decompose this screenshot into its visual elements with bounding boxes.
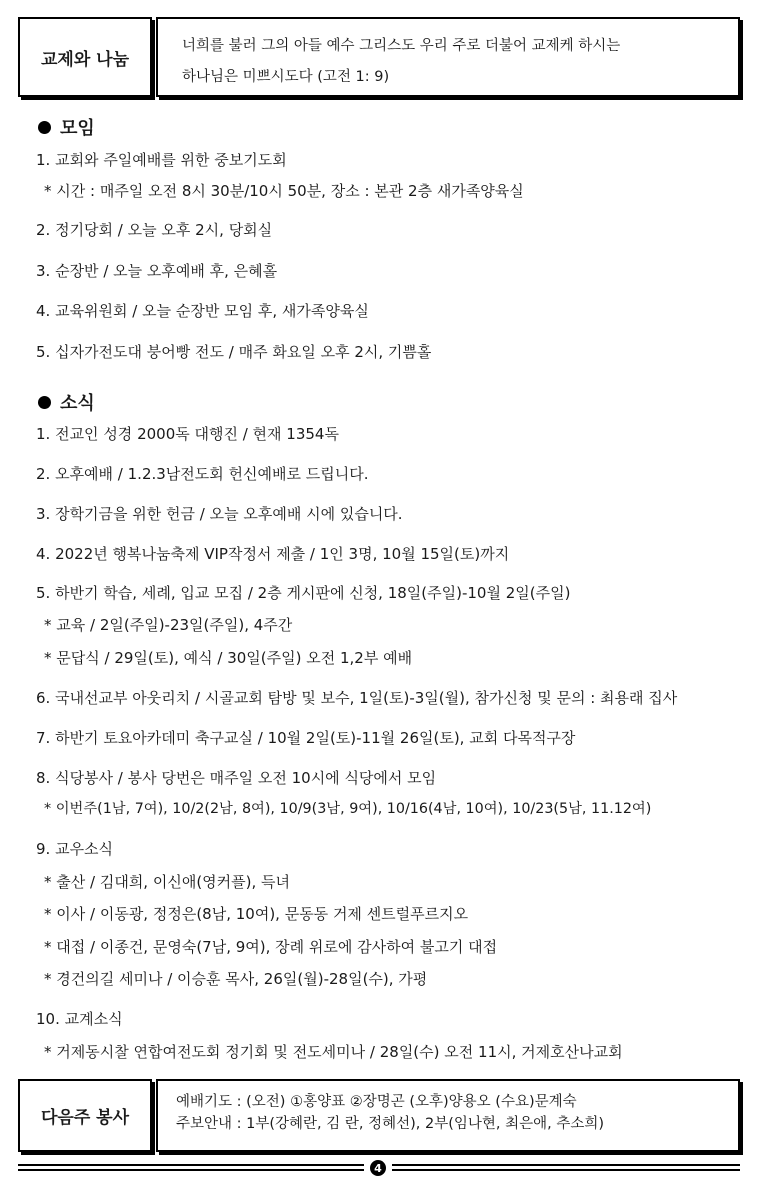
news-item: * 출산 / 김대희, 이신애(영커플), 득녀	[44, 873, 291, 891]
meeting-item: 4. 교육위원회 / 오늘 순장반 모임 후, 새가족양육실	[36, 302, 369, 320]
news-item: 10. 교계소식	[36, 1010, 123, 1028]
news-item: 1. 전교인 성경 2000독 대행진 / 현재 1354독	[36, 425, 339, 443]
news-item: 9. 교우소식	[36, 840, 114, 858]
service-info-box	[156, 1079, 740, 1152]
news-item: * 거제동시찰 연합여전도회 정기회 및 전도세미나 / 28일(수) 오전 11시, 거제호산나교회	[44, 1043, 623, 1061]
news-item: 2. 오후예배 / 1.2.3남전도회 헌신예배로 드립니다.	[36, 465, 369, 483]
news-item: 6. 국내선교부 아웃리치 / 시골교회 탐방 및 보수, 1일(토)-3일(월), 참가신청 및 문의 : 최용래 집사	[36, 689, 678, 707]
news-item: * 문답식 / 29일(토), 예식 / 30일(주일) 오전 1,2부 예배	[44, 649, 413, 667]
news-title: 소식	[60, 393, 95, 414]
header-label: 교제와 나눔	[40, 49, 130, 70]
verse-line-1: 너희를 불러 그의 아들 예수 그리스도 우리 주로 더불어 교제케 하시는	[182, 38, 621, 54]
meeting-item: 5. 십자가전도대 붕어빵 전도 / 매주 화요일 오후 2시, 기쁨홀	[36, 343, 432, 361]
service-label-box	[18, 1079, 152, 1152]
meeting-item: 1. 교회와 주일예배를 위한 중보기도회	[36, 151, 287, 169]
news-item: * 이사 / 이동광, 정정은(8남, 10여), 문동동 거제 센트럴푸르지오	[44, 905, 469, 923]
bullet-icon	[38, 396, 51, 409]
meeting-item: * 시간 : 매주일 오전 8시 30분/10시 50분, 장소 : 본관 2층 새가족양육실	[44, 182, 524, 200]
meetings-heading	[38, 114, 95, 140]
news-item: * 경건의길 세미나 / 이승훈 목사, 26일(월)-28일(수), 가평	[44, 970, 428, 988]
news-item: * 교육 / 2일(주일)-23일(주일), 4주간	[44, 616, 293, 634]
service-line-2: 주보안내 : 1부(강혜란, 김 란, 정혜선), 2부(임나현, 최은애, 추소희)	[176, 1116, 605, 1132]
header-label-box	[18, 17, 152, 97]
service-label: 다음주 봉사	[40, 1108, 130, 1128]
news-item: * 대접 / 이종건, 문영숙(7남, 9여), 장례 위로에 감사하여 불고기 대접	[44, 938, 498, 956]
verse-line-2: 하나님은 미쁘시도다 (고전 1: 9)	[182, 69, 390, 85]
footer-rule	[18, 1160, 740, 1176]
news-item: 8. 식당봉사 / 봉사 당번은 매주일 오전 10시에 식당에서 모임	[36, 769, 437, 787]
service-line-1: 예배기도 : (오전) ①홍양표 ②장명곤 (오후)양용오 (수요)문계숙	[176, 1094, 577, 1110]
news-item: 4. 2022년 행복나눔축제 VIP작정서 제출 / 1인 3명, 10월 15일(토)까지	[36, 545, 510, 563]
news-heading	[38, 389, 95, 415]
meeting-item: 2. 정기당회 / 오늘 오후 2시, 당회실	[36, 221, 273, 239]
bullet-icon	[38, 121, 51, 134]
news-item: 3. 장학기금을 위한 헌금 / 오늘 오후예배 시에 있습니다.	[36, 505, 403, 523]
news-item: 7. 하반기 토요아카데미 축구교실 / 10월 2일(토)-11월 26일(토), 교회 다목적구장	[36, 729, 576, 747]
news-item: 5. 하반기 학습, 세례, 입교 모집 / 2층 게시판에 신청, 18일(주일)-10월 2일(주일)	[36, 584, 571, 602]
page-number: 4	[370, 1160, 386, 1176]
meetings-title: 모임	[60, 118, 95, 139]
meeting-item: 3. 순장반 / 오늘 오후예배 후, 은혜홀	[36, 262, 278, 280]
news-item: * 이번주(1남, 7여), 10/2(2남, 8여), 10/9(3남, 9여), 10/16(4남, 10여), 10/23(5남, 11.12여)	[44, 801, 652, 817]
header-verse-box	[156, 17, 740, 97]
